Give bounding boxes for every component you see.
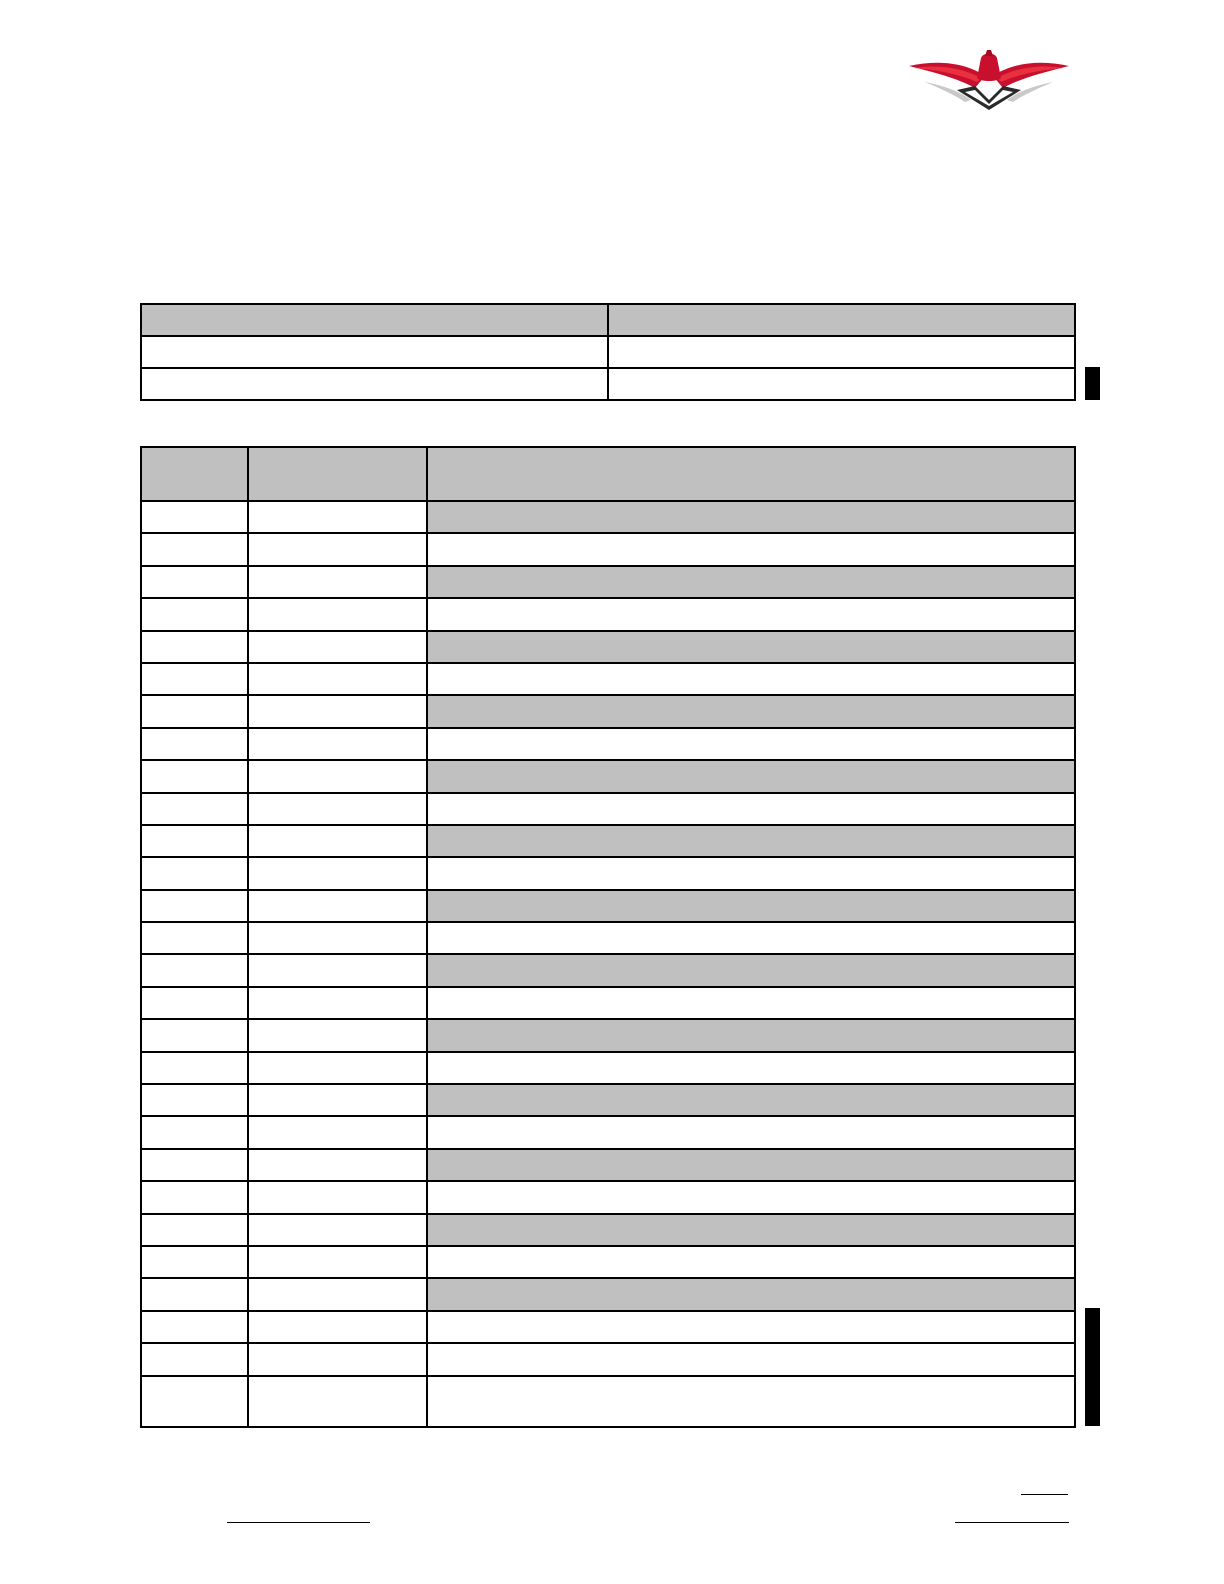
summary-row xyxy=(141,336,1075,368)
summary-row xyxy=(141,368,1075,400)
revision-cell xyxy=(141,987,248,1019)
revision-cell xyxy=(141,728,248,760)
description-cell xyxy=(427,1214,1075,1246)
description-cell xyxy=(427,1343,1075,1375)
revision-cell xyxy=(141,954,248,986)
revision-cell xyxy=(141,922,248,954)
table-row xyxy=(141,1149,1075,1181)
table-row xyxy=(141,954,1075,986)
description-cell xyxy=(427,922,1075,954)
description-cell xyxy=(427,1376,1075,1427)
table-row xyxy=(141,857,1075,889)
revision-header-row xyxy=(141,447,1075,501)
revision-header-cell xyxy=(141,447,248,501)
table-row xyxy=(141,501,1075,533)
revision-cell xyxy=(141,1214,248,1246)
date-cell xyxy=(248,728,427,760)
summary-header-row xyxy=(141,304,1075,336)
description-cell xyxy=(427,954,1075,986)
table-row xyxy=(141,1278,1075,1310)
description-cell xyxy=(427,1278,1075,1310)
table-row xyxy=(141,631,1075,663)
date-cell xyxy=(248,631,427,663)
description-cell xyxy=(427,1052,1075,1084)
table-row xyxy=(141,922,1075,954)
description-cell xyxy=(427,566,1075,598)
revision-cell xyxy=(141,1376,248,1427)
date-cell xyxy=(248,533,427,565)
table-row xyxy=(141,793,1075,825)
revision-cell xyxy=(141,1084,248,1116)
table-row xyxy=(141,1214,1075,1246)
summary-cell xyxy=(141,304,608,336)
date-cell xyxy=(248,663,427,695)
table-row xyxy=(141,890,1075,922)
description-cell xyxy=(427,987,1075,1019)
table-row xyxy=(141,1311,1075,1343)
revision-cell xyxy=(141,695,248,727)
revision-change-bar xyxy=(1085,1308,1100,1426)
description-cell xyxy=(427,1116,1075,1148)
date-cell xyxy=(248,1376,427,1427)
revision-cell xyxy=(141,598,248,630)
description-cell xyxy=(427,760,1075,792)
revision-header-cell xyxy=(248,447,427,501)
revision-cell xyxy=(141,533,248,565)
footer-right-field xyxy=(955,1522,1069,1523)
description-cell xyxy=(427,631,1075,663)
description-cell xyxy=(427,857,1075,889)
date-cell xyxy=(248,1052,427,1084)
date-cell xyxy=(248,695,427,727)
table-row xyxy=(141,1084,1075,1116)
revision-cell xyxy=(141,760,248,792)
footer-page-field xyxy=(1021,1494,1068,1495)
description-cell xyxy=(427,663,1075,695)
table-row xyxy=(141,1376,1075,1427)
date-cell xyxy=(248,1214,427,1246)
date-cell xyxy=(248,857,427,889)
date-cell xyxy=(248,987,427,1019)
table-row xyxy=(141,987,1075,1019)
revision-table xyxy=(140,446,1076,1428)
revision-cell xyxy=(141,1181,248,1213)
date-cell xyxy=(248,1181,427,1213)
revision-header-cell xyxy=(427,447,1075,501)
summary-cell xyxy=(608,368,1075,400)
revision-cell xyxy=(141,566,248,598)
revision-cell xyxy=(141,1019,248,1051)
revision-cell xyxy=(141,857,248,889)
table-row xyxy=(141,825,1075,857)
description-cell xyxy=(427,1181,1075,1213)
revision-cell xyxy=(141,1246,248,1278)
revision-cell xyxy=(141,501,248,533)
revision-cell xyxy=(141,631,248,663)
date-cell xyxy=(248,1019,427,1051)
description-cell xyxy=(427,1311,1075,1343)
summary-table xyxy=(140,303,1076,401)
date-cell xyxy=(248,1084,427,1116)
date-cell xyxy=(248,825,427,857)
summary-cell xyxy=(608,336,1075,368)
description-cell xyxy=(427,598,1075,630)
description-cell xyxy=(427,890,1075,922)
revision-cell xyxy=(141,1052,248,1084)
table-row xyxy=(141,695,1075,727)
date-cell xyxy=(248,501,427,533)
date-cell xyxy=(248,1149,427,1181)
winged-bird-logo-icon xyxy=(905,48,1073,112)
description-cell xyxy=(427,825,1075,857)
description-cell xyxy=(427,533,1075,565)
revision-cell xyxy=(141,1278,248,1310)
company-logo xyxy=(905,48,1073,112)
date-cell xyxy=(248,1246,427,1278)
summary-cell xyxy=(141,336,608,368)
description-cell xyxy=(427,793,1075,825)
date-cell xyxy=(248,954,427,986)
table-row xyxy=(141,728,1075,760)
revision-cell xyxy=(141,663,248,695)
table-row xyxy=(141,533,1075,565)
table-row xyxy=(141,760,1075,792)
table-row xyxy=(141,1019,1075,1051)
summary-cell xyxy=(608,304,1075,336)
revision-change-bar xyxy=(1085,367,1100,400)
table-row xyxy=(141,598,1075,630)
date-cell xyxy=(248,922,427,954)
table-row xyxy=(141,1116,1075,1148)
revision-cell xyxy=(141,890,248,922)
description-cell xyxy=(427,728,1075,760)
date-cell xyxy=(248,1311,427,1343)
revision-cell xyxy=(141,1311,248,1343)
revision-cell xyxy=(141,1343,248,1375)
table-row xyxy=(141,663,1075,695)
description-cell xyxy=(427,501,1075,533)
date-cell xyxy=(248,760,427,792)
date-cell xyxy=(248,1343,427,1375)
table-row xyxy=(141,1343,1075,1375)
date-cell xyxy=(248,890,427,922)
date-cell xyxy=(248,598,427,630)
description-cell xyxy=(427,1246,1075,1278)
description-cell xyxy=(427,695,1075,727)
summary-cell xyxy=(141,368,608,400)
revision-cell xyxy=(141,1116,248,1148)
description-cell xyxy=(427,1084,1075,1116)
date-cell xyxy=(248,793,427,825)
table-row xyxy=(141,1181,1075,1213)
footer-left-field xyxy=(227,1522,370,1523)
table-row xyxy=(141,1052,1075,1084)
date-cell xyxy=(248,1116,427,1148)
revision-cell xyxy=(141,1149,248,1181)
table-row xyxy=(141,1246,1075,1278)
table-row xyxy=(141,566,1075,598)
date-cell xyxy=(248,566,427,598)
revision-cell xyxy=(141,793,248,825)
description-cell xyxy=(427,1019,1075,1051)
description-cell xyxy=(427,1149,1075,1181)
revision-cell xyxy=(141,825,248,857)
date-cell xyxy=(248,1278,427,1310)
